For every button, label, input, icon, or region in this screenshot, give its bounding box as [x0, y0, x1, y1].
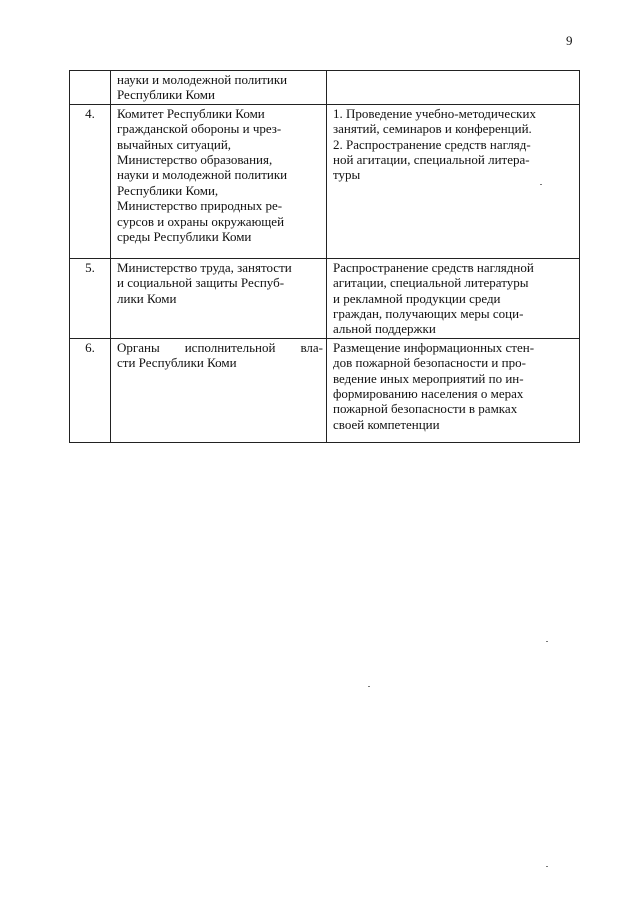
activity-line: 2. Распространение средств нагляд- — [333, 136, 531, 152]
activity-line: туры — [333, 167, 361, 183]
executor-line: сти Республики Коми — [117, 355, 237, 371]
row-number: 4. — [70, 104, 111, 258]
executor-line: гражданской обороны и чрез- — [117, 121, 282, 137]
activity-line: граждан, получающих меры соци- — [333, 306, 524, 322]
page-number: 9 — [566, 33, 573, 48]
executor-cell — [111, 258, 327, 338]
activity-line: ведение иных мероприятий по ин- — [333, 370, 524, 386]
activity-line: агитации, специальной литературы — [333, 275, 529, 291]
table-row — [70, 258, 580, 338]
scan-speck — [546, 866, 548, 867]
executor-line: Министерство природных ре- — [117, 198, 283, 214]
executor-line: Министерство труда, занятости — [117, 259, 292, 275]
activity-line: 1. Проведение учебно-методических — [333, 105, 536, 121]
measures-table — [69, 70, 580, 443]
activity-line: пожарной безопасности в рамках — [333, 401, 518, 417]
activity-cell — [327, 71, 580, 105]
executor-line: Республики Коми, — [117, 182, 219, 198]
table-row — [70, 338, 580, 442]
activity-line: своей компетенции — [333, 416, 440, 432]
executor-line: Комитет Республики Коми — [117, 105, 265, 121]
table-body — [70, 71, 580, 443]
activity-line: Распространение средств наглядной — [333, 259, 534, 275]
activity-line: альной поддержки — [333, 321, 436, 337]
executor-line: науки и молодежной политики — [117, 72, 288, 87]
executor-line: и социальной защиты Респуб- — [117, 275, 285, 291]
executor-line: Органы исполнительной вла- — [117, 339, 323, 355]
row-number — [70, 71, 111, 105]
activity-line: и рекламной продукции среди — [333, 290, 501, 306]
executor-line: вычайных ситуаций, — [117, 136, 232, 152]
executor-line: сурсов и охраны окружающей — [117, 213, 285, 229]
executor-cell — [111, 104, 327, 258]
executor-line: Республики Коми — [117, 87, 215, 103]
activity-cell — [327, 104, 580, 258]
scan-speck — [368, 686, 370, 687]
activity-cell — [327, 338, 580, 442]
executor-line: среды Республики Коми — [117, 229, 252, 245]
activity-line: занятий, семинаров и конференций. — [333, 121, 532, 137]
activity-cell — [327, 258, 580, 338]
activity-line: дов пожарной безопасности и про- — [333, 355, 526, 371]
scan-speck — [546, 641, 548, 642]
table-row — [70, 71, 580, 105]
executor-line: Министерство образования, — [117, 152, 273, 168]
row-number: 5. — [70, 258, 111, 338]
executor-line: лики Коми — [117, 290, 177, 306]
executor-line: науки и молодежной политики — [117, 167, 288, 183]
table-row — [70, 104, 580, 258]
row-number: 6. — [70, 338, 111, 442]
scan-speck — [540, 184, 542, 185]
activity-line: формированию населения о мерах — [333, 386, 524, 402]
activity-line: Размещение информационных стен- — [333, 339, 535, 355]
activity-line: ной агитации, специальной литера- — [333, 152, 530, 168]
executor-cell — [111, 338, 327, 442]
executor-cell — [111, 71, 327, 105]
